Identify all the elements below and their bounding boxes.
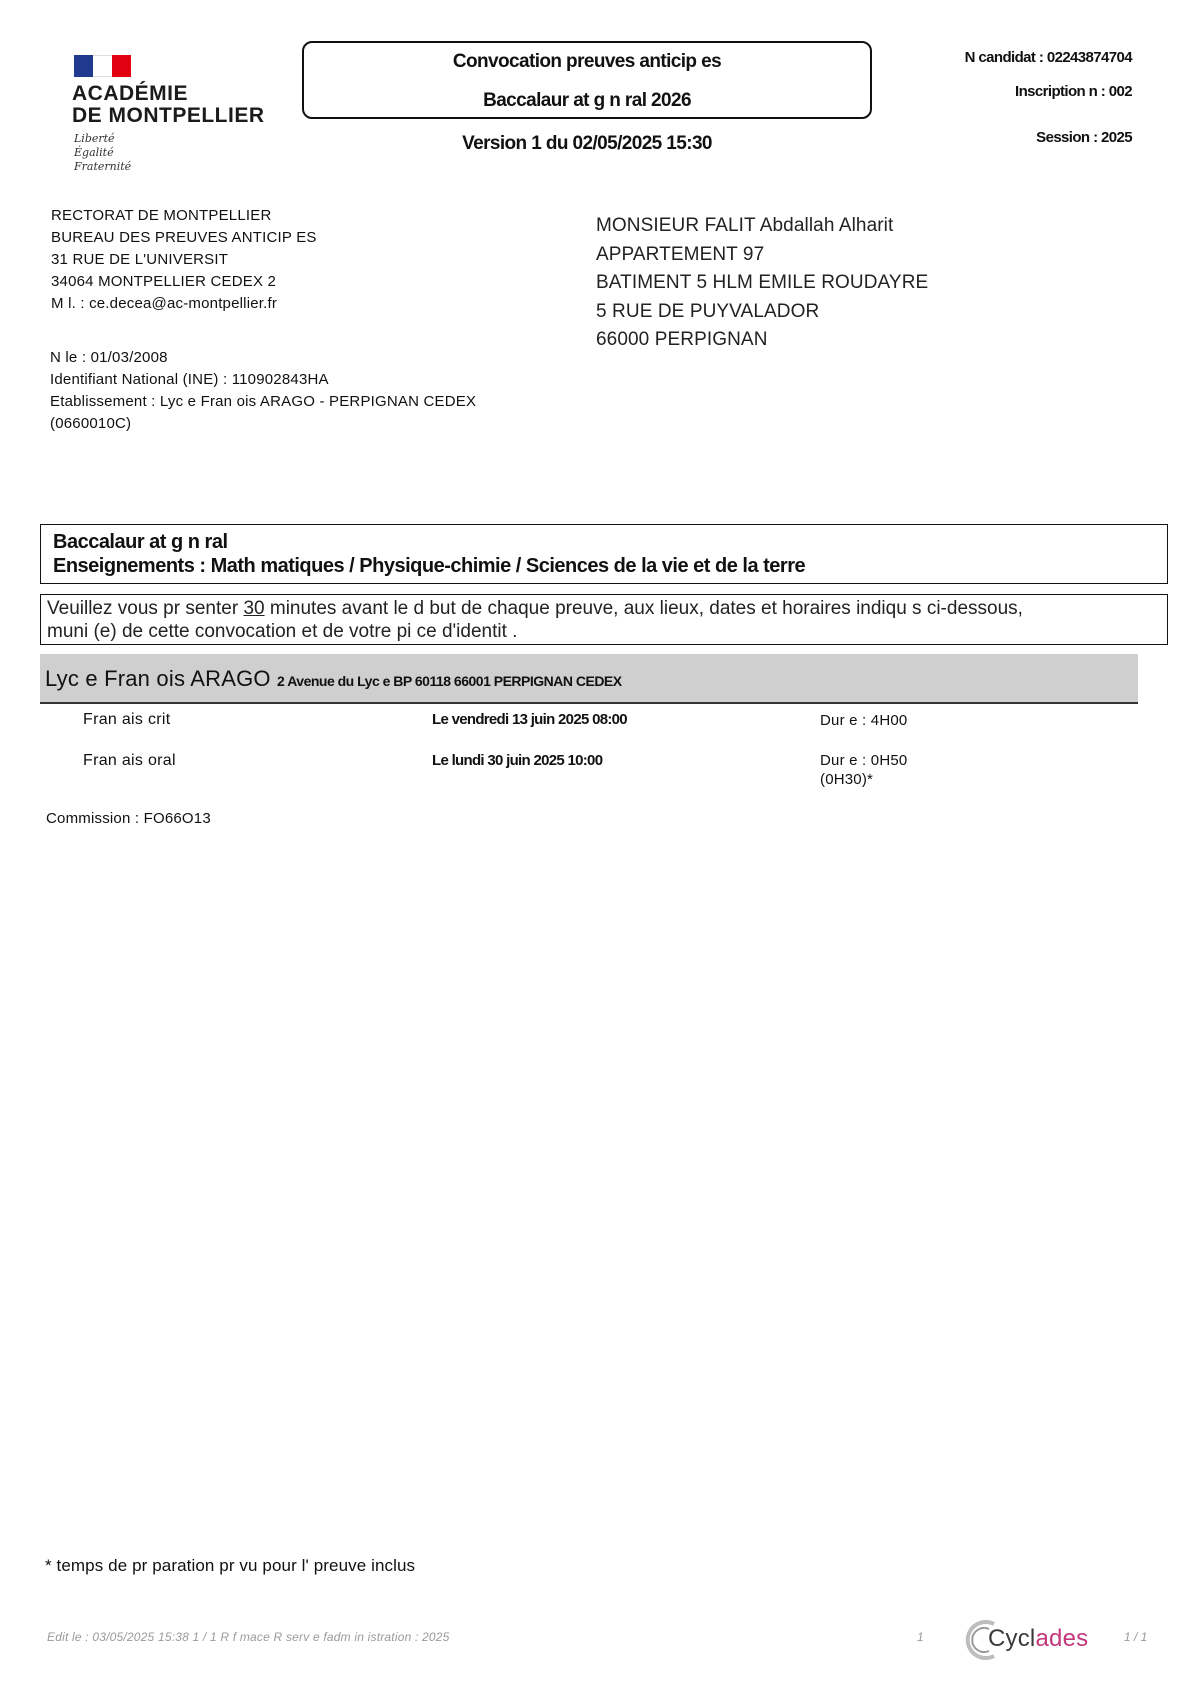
- candidate-info: [50, 347, 476, 435]
- recipient-city: 66000 PERPIGNAN: [596, 329, 768, 350]
- sender-line: 31 RUE DE L'UNIVERSIT: [51, 251, 229, 268]
- title-box: [302, 41, 872, 119]
- instructions-text: Veuillez vous pr senter: [47, 598, 244, 619]
- session-year: Session : 2025: [1036, 129, 1132, 146]
- exam-prep-time: (0H30)*: [820, 771, 874, 788]
- recipient-line: BATIMENT 5 HLM EMILE ROUDAYRE: [596, 272, 929, 293]
- academie-name-line1: ACADÉMIE: [72, 82, 189, 105]
- instructions-text: minutes avant le d but de chaque preuve, aux lieux, dates et horaires indiqu s ci-dessous,: [264, 598, 1023, 619]
- exam-center: [45, 666, 622, 692]
- footer-page-mid: 1: [917, 1630, 924, 1644]
- recipient-name: MONSIEUR FALIT Abdallah Alharit: [596, 215, 894, 236]
- footer-edit-info: Edit le : 03/05/2025 15:38 1 / 1 R f mace R serv e fadm in istration : 2025: [47, 1630, 450, 1644]
- bac-title: Baccalaur at g n ral: [53, 531, 228, 553]
- sender-email: M l. : ce.decea@ac-montpellier.fr: [51, 295, 278, 312]
- recipient-line: 5 RUE DE PUYVALADOR: [596, 300, 820, 322]
- flag-red-stripe: [112, 55, 131, 77]
- exam-subject: Fran ais crit: [83, 711, 171, 728]
- exam-subject: Fran ais oral: [83, 752, 176, 769]
- cyclades-word-dark: Cycl: [988, 1625, 1036, 1652]
- commission: Commission : FO66O13: [46, 810, 211, 827]
- exam-center-header: [40, 654, 1138, 704]
- candidate-number: N candidat : 02243874704: [964, 49, 1132, 66]
- flag-white-stripe: [93, 55, 112, 77]
- sender-line: RECTORAT DE MONTPELLIER: [51, 207, 272, 224]
- sender-address: [51, 205, 317, 315]
- cyclades-word-pink: ades: [1035, 1625, 1089, 1652]
- exam-center-address: 2 Avenue du Lyc e BP 60118 66001 PERPIGNAN CEDEX: [277, 673, 622, 689]
- flag-blue-stripe: [74, 55, 93, 77]
- instructions-line1: [47, 597, 1161, 620]
- academie-name-line2: DE MONTPELLIER: [72, 104, 265, 127]
- bac-box: [40, 524, 1168, 584]
- exam-duration-value: Dur e : 0H50: [820, 752, 908, 769]
- recipient-line: APPARTEMENT 97: [596, 243, 765, 265]
- version-line: Version 1 du 02/05/2025 15:30: [462, 133, 712, 154]
- establishment: Etablissement : Lyc e Fran ois ARAGO - PERPIGNAN CEDEX: [50, 393, 477, 410]
- instructions-minutes: 30: [243, 598, 265, 619]
- birth-date: N le : 01/03/2008: [50, 349, 168, 366]
- motto-egalite: Égalité: [74, 146, 114, 159]
- ine-number: Identifiant National (INE) : 110902843HA: [50, 371, 329, 388]
- instructions-line2: muni (e) de cette convocation et de votre pi ce d'identit .: [47, 621, 518, 642]
- document-subtitle: Baccalaur at g n ral 2026: [483, 90, 691, 111]
- establishment-code: (0660010C): [50, 415, 132, 432]
- exam-duration: Dur e : 4H00: [820, 712, 908, 729]
- footer-page-right: 1 / 1: [1124, 1630, 1148, 1644]
- sender-line: BUREAU DES PREUVES ANTICIP ES: [51, 229, 317, 246]
- recipient-address: [596, 212, 928, 355]
- sender-line: 34064 MONTPELLIER CEDEX 2: [51, 273, 277, 290]
- cyclades-logo: [964, 1618, 1094, 1666]
- inscription-number: Inscription n : 002: [1015, 83, 1132, 100]
- academie-logo: [72, 50, 272, 180]
- exam-date: Le vendredi 13 juin 2025 08:00: [432, 711, 627, 728]
- instructions-box: [40, 594, 1168, 645]
- bac-subjects: Enseignements : Math matiques / Physique-chimie / Sciences de la vie et de la terre: [53, 555, 806, 577]
- document-title: Convocation preuves anticip es: [452, 51, 722, 72]
- motto-liberte: Liberté: [74, 132, 115, 145]
- footnote: * temps de pr paration pr vu pour l' preuve inclus: [45, 1556, 416, 1575]
- exam-center-name: Lyc e Fran ois ARAGO: [45, 666, 271, 691]
- cyclades-wordmark: [988, 1625, 1088, 1653]
- exam-date: Le lundi 30 juin 2025 10:00: [432, 752, 603, 769]
- motto-fraternite: Fraternité: [74, 160, 132, 173]
- exam-duration: [820, 751, 907, 789]
